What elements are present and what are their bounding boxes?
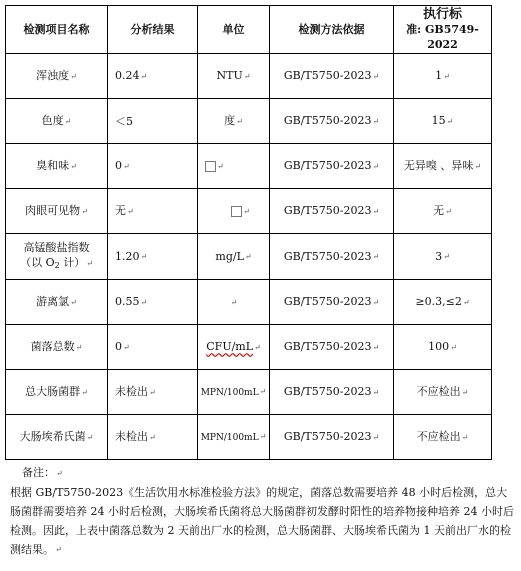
table-row bbox=[6, 54, 492, 99]
notes-section bbox=[10, 463, 518, 559]
result-cell: 0.24↵ bbox=[108, 54, 198, 99]
paragraph-mark-icon: ↵ bbox=[244, 252, 252, 262]
item-cell: 总大肠菌群↵ bbox=[6, 370, 108, 415]
paragraph-mark-icon: ↵ bbox=[446, 116, 454, 126]
unit-cell: MPN/100mL↵ bbox=[198, 370, 270, 415]
limit-cell: 不应检出↵ bbox=[394, 415, 492, 460]
notes-heading: 备注：↵ bbox=[22, 466, 63, 479]
paragraph-mark-icon: ↵ bbox=[70, 161, 77, 171]
paragraph-mark-icon: ↵ bbox=[86, 432, 94, 442]
result-cell: 1.20↵ bbox=[108, 234, 198, 280]
paragraph-mark-icon: ↵ bbox=[443, 252, 450, 262]
header-item-name: 检测项目名称 bbox=[6, 6, 108, 54]
paragraph-mark-icon: ↵ bbox=[64, 116, 72, 126]
result-cell: 未检出↵ bbox=[108, 415, 198, 460]
paragraph-mark-icon: ↵ bbox=[81, 206, 88, 216]
paragraph-mark-icon: ↵ bbox=[149, 432, 156, 442]
table-row bbox=[6, 144, 492, 189]
checkbox-icon bbox=[231, 206, 242, 217]
paragraph-mark-icon: ↵ bbox=[443, 71, 450, 81]
paragraph-mark-icon: ↵ bbox=[450, 342, 457, 352]
notes-body: 根据 GB/T5750-2023《生活饮用水标准检验方法》的规定，菌落总数需要培养 48 小时后检测，总大肠菌群需要培养 24 小时后检测，大肠埃希氏菌将总大肠菌群初发酵时阳性的培养物接种培养 24 小时后检测。因此，上表中菌落总数为 2 天前出厂水的检测，总大肠菌群、大肠埃希氏菌为 1 天前出厂水的检测结果。↵ bbox=[10, 485, 514, 556]
paragraph-mark-icon: ↵ bbox=[123, 342, 130, 352]
paragraph-mark-icon: ↵ bbox=[55, 545, 62, 554]
table-row bbox=[6, 189, 492, 234]
paragraph-mark-icon: ↵ bbox=[372, 161, 380, 171]
paragraph-mark-icon: ↵ bbox=[140, 297, 148, 307]
unit-cell bbox=[198, 280, 270, 325]
limit-cell: 无异嗅 、异味↵ bbox=[394, 144, 492, 189]
paragraph-mark-icon: ↵ bbox=[140, 71, 148, 81]
method-cell: GB/T5750-2023↵ bbox=[270, 234, 394, 280]
paragraph-mark-icon: ↵ bbox=[445, 206, 452, 216]
unit-cell: NTU↵ bbox=[198, 54, 270, 99]
table-row bbox=[6, 325, 492, 370]
limit-cell: 1↵ bbox=[394, 54, 492, 99]
unit-cell: CFU/mL↵ bbox=[198, 325, 270, 370]
paragraph-mark-icon: ↵ bbox=[140, 252, 148, 262]
paragraph-mark-icon: ↵ bbox=[86, 258, 93, 268]
header-standard: 执行标 准: GB5749-2022 bbox=[394, 6, 492, 54]
table-row bbox=[6, 415, 492, 460]
paragraph-mark-icon: ↵ bbox=[81, 387, 88, 397]
method-cell: GB/T5750-2023↵ bbox=[270, 325, 394, 370]
paragraph-mark-icon: ↵ bbox=[243, 206, 250, 216]
paragraph-mark-icon: ↵ bbox=[372, 432, 380, 442]
water-quality-table bbox=[5, 5, 492, 460]
paragraph-mark-icon: ↵ bbox=[372, 342, 380, 352]
method-cell: GB/T5750-2023↵ bbox=[270, 144, 394, 189]
paragraph-mark-icon: ↵ bbox=[254, 342, 261, 352]
unit-cell: 度↵ bbox=[198, 99, 270, 144]
item-cell: 色度↵ bbox=[6, 99, 108, 144]
result-cell: 0↵ bbox=[108, 325, 198, 370]
item-cell: 菌落总数↵ bbox=[6, 325, 108, 370]
method-cell: GB/T5750-2023↵ bbox=[270, 415, 394, 460]
paragraph-mark-icon: ↵ bbox=[243, 71, 251, 81]
method-cell: GB/T5750-2023↵ bbox=[270, 280, 394, 325]
result-cell: 0↵ bbox=[108, 144, 198, 189]
paragraph-mark-icon: ↵ bbox=[236, 116, 243, 126]
header-method: 检测方法依据 bbox=[270, 6, 394, 54]
unit-cell bbox=[198, 144, 270, 189]
item-cell: 臭和味↵ bbox=[6, 144, 108, 189]
paragraph-mark-icon: ↵ bbox=[259, 432, 267, 441]
paragraph-mark-icon: ↵ bbox=[461, 432, 469, 442]
unit-cell: MPN/100mL↵ bbox=[198, 415, 270, 460]
method-cell: GB/T5750-2023↵ bbox=[270, 189, 394, 234]
paragraph-mark-icon: ↵ bbox=[372, 297, 380, 307]
paragraph-mark-icon: ↵ bbox=[474, 161, 482, 171]
item-cell: 肉眼可见物↵ bbox=[6, 189, 108, 234]
paragraph-mark-icon: ↵ bbox=[461, 387, 469, 397]
limit-cell: 3↵ bbox=[394, 234, 492, 280]
paragraph-mark-icon: ↵ bbox=[372, 252, 380, 262]
result-cell: 未检出↵ bbox=[108, 370, 198, 415]
paragraph-mark-icon: ↵ bbox=[127, 206, 134, 216]
paragraph-mark-icon: ↵ bbox=[462, 297, 470, 307]
item-cell: 游离氯↵ bbox=[6, 280, 108, 325]
result-cell: 0.55↵ bbox=[108, 280, 198, 325]
table-row bbox=[6, 234, 492, 280]
limit-cell: 15↵ bbox=[394, 99, 492, 144]
method-cell: GB/T5750-2023↵ bbox=[270, 99, 394, 144]
paragraph-mark-icon: ↵ bbox=[75, 342, 83, 352]
table-row bbox=[6, 99, 492, 144]
paragraph-mark-icon: ↵ bbox=[259, 387, 267, 396]
method-cell: GB/T5750-2023↵ bbox=[270, 54, 394, 99]
limit-cell: 无↵ bbox=[394, 189, 492, 234]
paragraph-mark-icon: ↵ bbox=[217, 161, 224, 171]
paragraph-mark-icon: ↵ bbox=[70, 71, 77, 81]
table-row bbox=[6, 280, 492, 325]
item-cell: 高锰酸盐指数 （以 $O_2$ 计）↵ bbox=[6, 234, 108, 280]
limit-cell: ≥0.3,≤2↵ bbox=[394, 280, 492, 325]
unit-cell bbox=[198, 189, 270, 234]
header-result: 分析结果 bbox=[108, 6, 198, 54]
paragraph-mark-icon: ↵ bbox=[149, 387, 156, 397]
result-cell: 无↵ bbox=[108, 189, 198, 234]
result-cell: ＜5 bbox=[108, 99, 198, 144]
paragraph-mark-icon: ↵ bbox=[372, 206, 380, 216]
paragraph-mark-icon: ↵ bbox=[56, 468, 63, 478]
limit-cell: 100↵ bbox=[394, 325, 492, 370]
item-cell: 大肠埃希氏菌↵ bbox=[6, 415, 108, 460]
checkbox-icon bbox=[205, 161, 216, 172]
table-row bbox=[6, 370, 492, 415]
table-header-row bbox=[6, 6, 492, 54]
limit-cell: 不应检出↵ bbox=[394, 370, 492, 415]
header-unit: 单位 bbox=[198, 6, 270, 54]
method-cell: GB/T5750-2023↵ bbox=[270, 370, 394, 415]
paragraph-mark-icon: ↵ bbox=[70, 297, 77, 307]
paragraph-mark-icon: ↵ bbox=[372, 387, 380, 397]
item-cell: 浑浊度↵ bbox=[6, 54, 108, 99]
paragraph-mark-icon: ↵ bbox=[372, 71, 380, 81]
paragraph-mark-icon: ↵ bbox=[230, 297, 238, 307]
paragraph-mark-icon: ↵ bbox=[372, 116, 380, 126]
paragraph-mark-icon: ↵ bbox=[123, 161, 130, 171]
unit-cell: mg/L↵ bbox=[198, 234, 270, 280]
